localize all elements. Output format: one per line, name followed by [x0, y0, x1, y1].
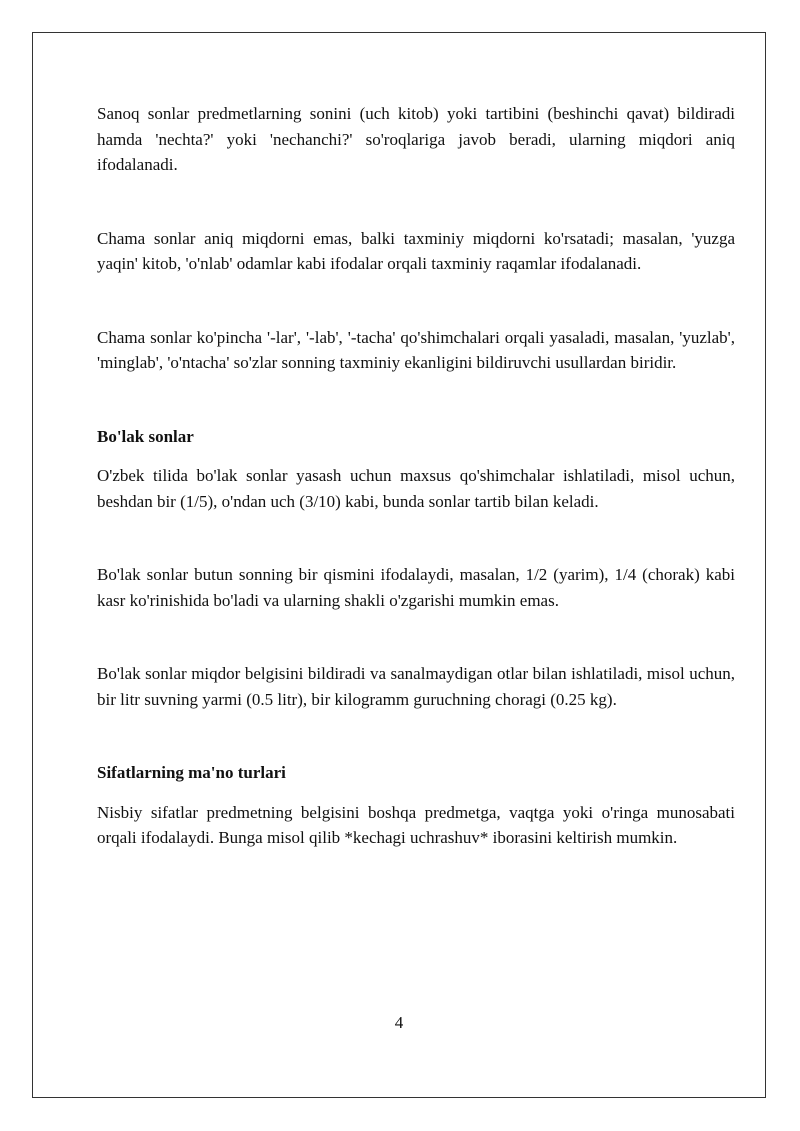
paragraph: Bo'lak sonlar butun sonning bir qismini ifodalaydi, masalan, 1/2 (yarim), 1/4 (chorak) kabi kasr ko'rinishida bo'ladi va ularning shakli o'zgarishi mumkin emas.: [97, 565, 735, 610]
paragraph: Chama sonlar aniq miqdorni emas, balki taxminiy miqdorni ko'rsatadi; masalan, 'yuzga yaqin' kitob, 'o'nlab' odamlar kabi ifodalar orqali taxminiy raqamlar ifodalanadi.: [97, 228, 735, 273]
page-content: [97, 101, 735, 851]
paragraph: Bo'lak sonlar miqdor belgisini bildiradi va sanalmaydigan otlar bilan ishlatiladi, misol uchun, bir litr suvning yarmi (0.5 litr), bir kilogramm guruchning choragi (0.25 kg).: [97, 664, 735, 709]
section-heading: Bo'lak sonlar: [97, 426, 194, 446]
section-heading: Sifatlarning ma'no turlari: [97, 763, 286, 782]
paragraph: O'zbek tilida bo'lak sonlar yasash uchun maxsus qo'shimchalar ishlatiladi, misol uchun, beshdan bir (1/5), o'ndan uch (3/10) kabi, bunda sonlar tartib bilan keladi.: [97, 466, 735, 511]
document-page: [32, 32, 766, 1098]
paragraph: Sanoq sonlar predmetlarning sonini (uch kitob) yoki tartibini (beshinchi qavat) bildiradi hamda 'nechta?' yoki 'nechanchi?' so'roqlariga javob beradi, ularning miqdori aniq ifodalanadi.: [97, 104, 735, 174]
paragraph: Nisbiy sifatlar predmetning belgisini boshqa predmetga, vaqtga yoki o'ringa munosabati orqali ifodalaydi. Bunga misol qilib *kechagi uchrashuv* iborasini keltirish mumkin.: [97, 802, 735, 847]
paragraph: Chama sonlar ko'pincha '-lar', '-lab', '-tacha' qo'shimchalari orqali yasaladi, masalan, 'yuzlab', 'minglab', 'o'ntacha' so'zlar sonning taxminiy ekanligini bildiruvchi usullardan biridir.: [97, 327, 735, 372]
page-number: 4: [394, 1013, 404, 1032]
